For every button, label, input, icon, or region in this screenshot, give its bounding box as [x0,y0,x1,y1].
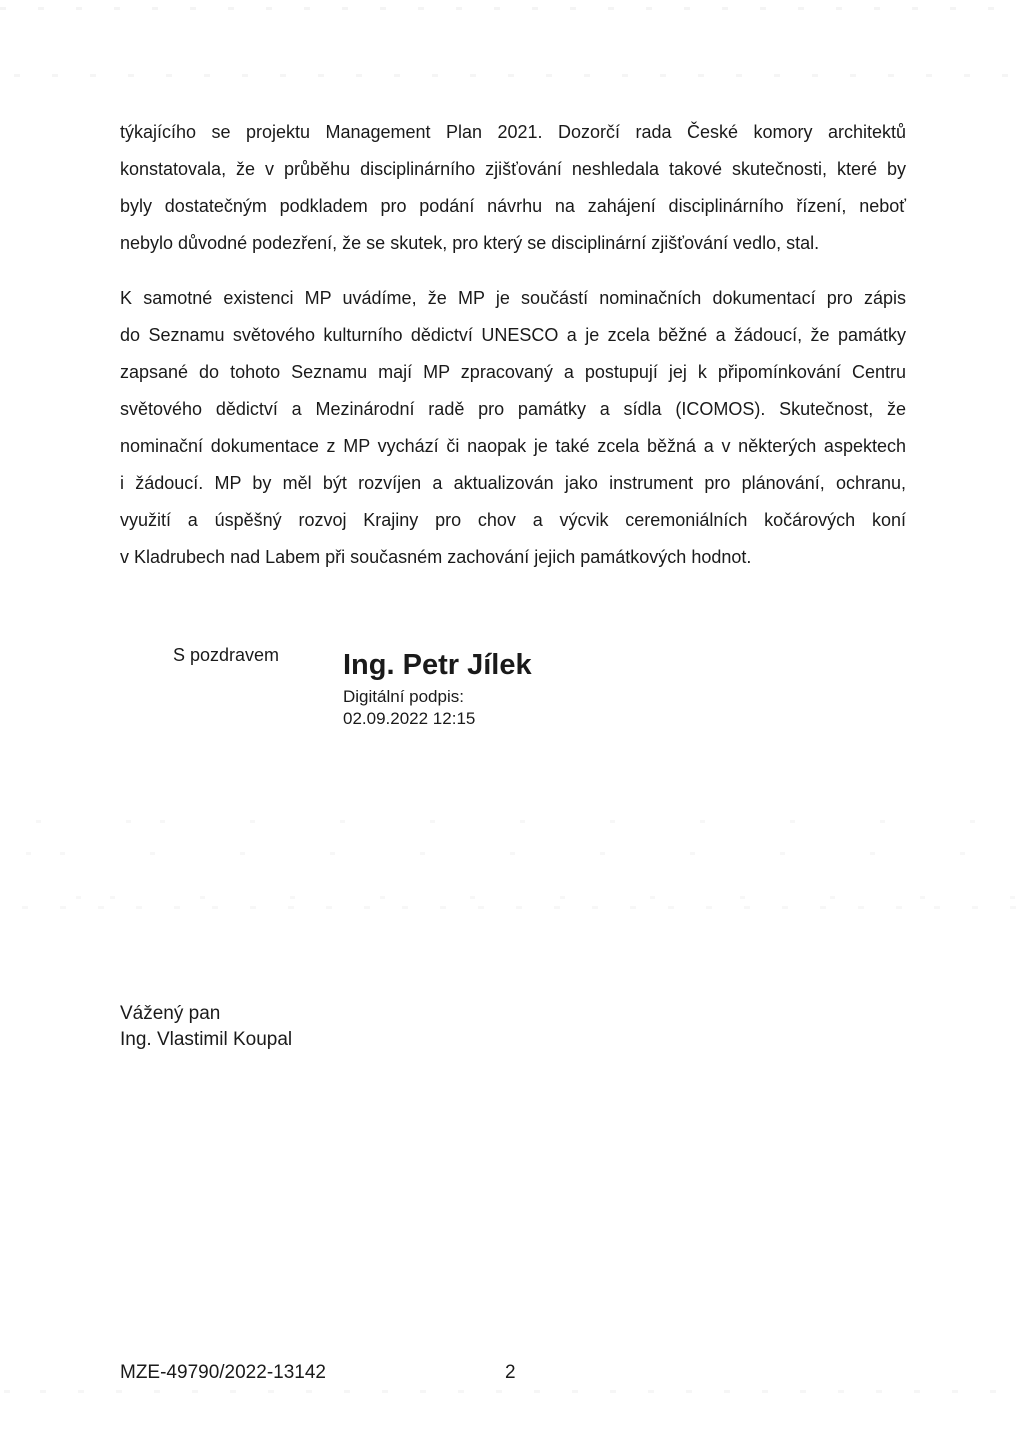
paragraph-line: v Kladrubech nad Labem při současném zachování jejich památkových hodnot. [120,547,752,567]
document-reference-number: MZE-49790/2022-13142 [120,1362,326,1383]
scan-noise [0,852,1024,855]
paragraph-line: světového dědictví a Mezinárodní radě pro památky a sídla (ICOMOS). Skutečnost, že [120,399,906,419]
paragraph-line: využití a úspěšný rozvoj Krajiny pro chov a výcvik ceremoniálních kočárových koní [120,510,906,530]
digital-signature-label: Digitální podpis: [343,687,464,706]
paragraph-line: nominační dokumentace z MP vychází či naopak je také zcela běžná a v některých aspektech [120,436,906,456]
recipient-salutation: Vážený pan [120,1003,221,1024]
body-paragraph-2 [120,280,906,576]
scan-noise [0,1390,1024,1393]
scan-noise [0,74,1024,77]
paragraph-line: konstatovala, že v průběhu disciplinárního zjišťování neshledala takové skutečnosti, které by [120,159,906,179]
signature-block [343,648,532,730]
digital-signature-datetime: 02.09.2022 12:15 [343,709,476,728]
scan-noise [0,906,1024,909]
scan-noise [0,896,1024,899]
paragraph-line: K samotné existenci MP uvádíme, že MP je součástí nominačních dokumentací pro zápis [120,288,906,308]
body-paragraph-1 [120,114,906,262]
paragraph-line: zapsané do tohoto Seznamu mají MP zpracovaný a postupují jej k připomínkování Centru [120,362,906,382]
scan-noise [0,820,1024,823]
signatory-name: Ing. Petr Jílek [343,649,532,681]
paragraph-line: i žádoucí. MP by měl být rozvíjen a aktualizován jako instrument pro plánování, ochranu, [120,473,906,493]
paragraph-line: byly dostatečným podkladem pro podání návrhu na zahájení disciplinárního řízení, neboť [120,196,906,216]
digital-signature-meta [343,686,532,730]
letter-body [120,114,906,576]
paragraph-line: nebylo důvodné podezření, že se skutek, pro který se disciplinární zjišťování vedlo, stal. [120,233,820,253]
paragraph-line: týkajícího se projektu Management Plan 2021. Dozorčí rada České komory architektů [120,122,906,142]
scan-noise [0,7,1024,10]
recipient-name: Ing. Vlastimil Koupal [120,1029,293,1050]
page-number: 2 [505,1362,516,1383]
paragraph-line: do Seznamu světového kulturního dědictví UNESCO a je zcela běžné a žádoucí, že památky [120,325,906,345]
recipient-block [120,1001,292,1053]
closing-salutation: S pozdravem [173,645,280,665]
